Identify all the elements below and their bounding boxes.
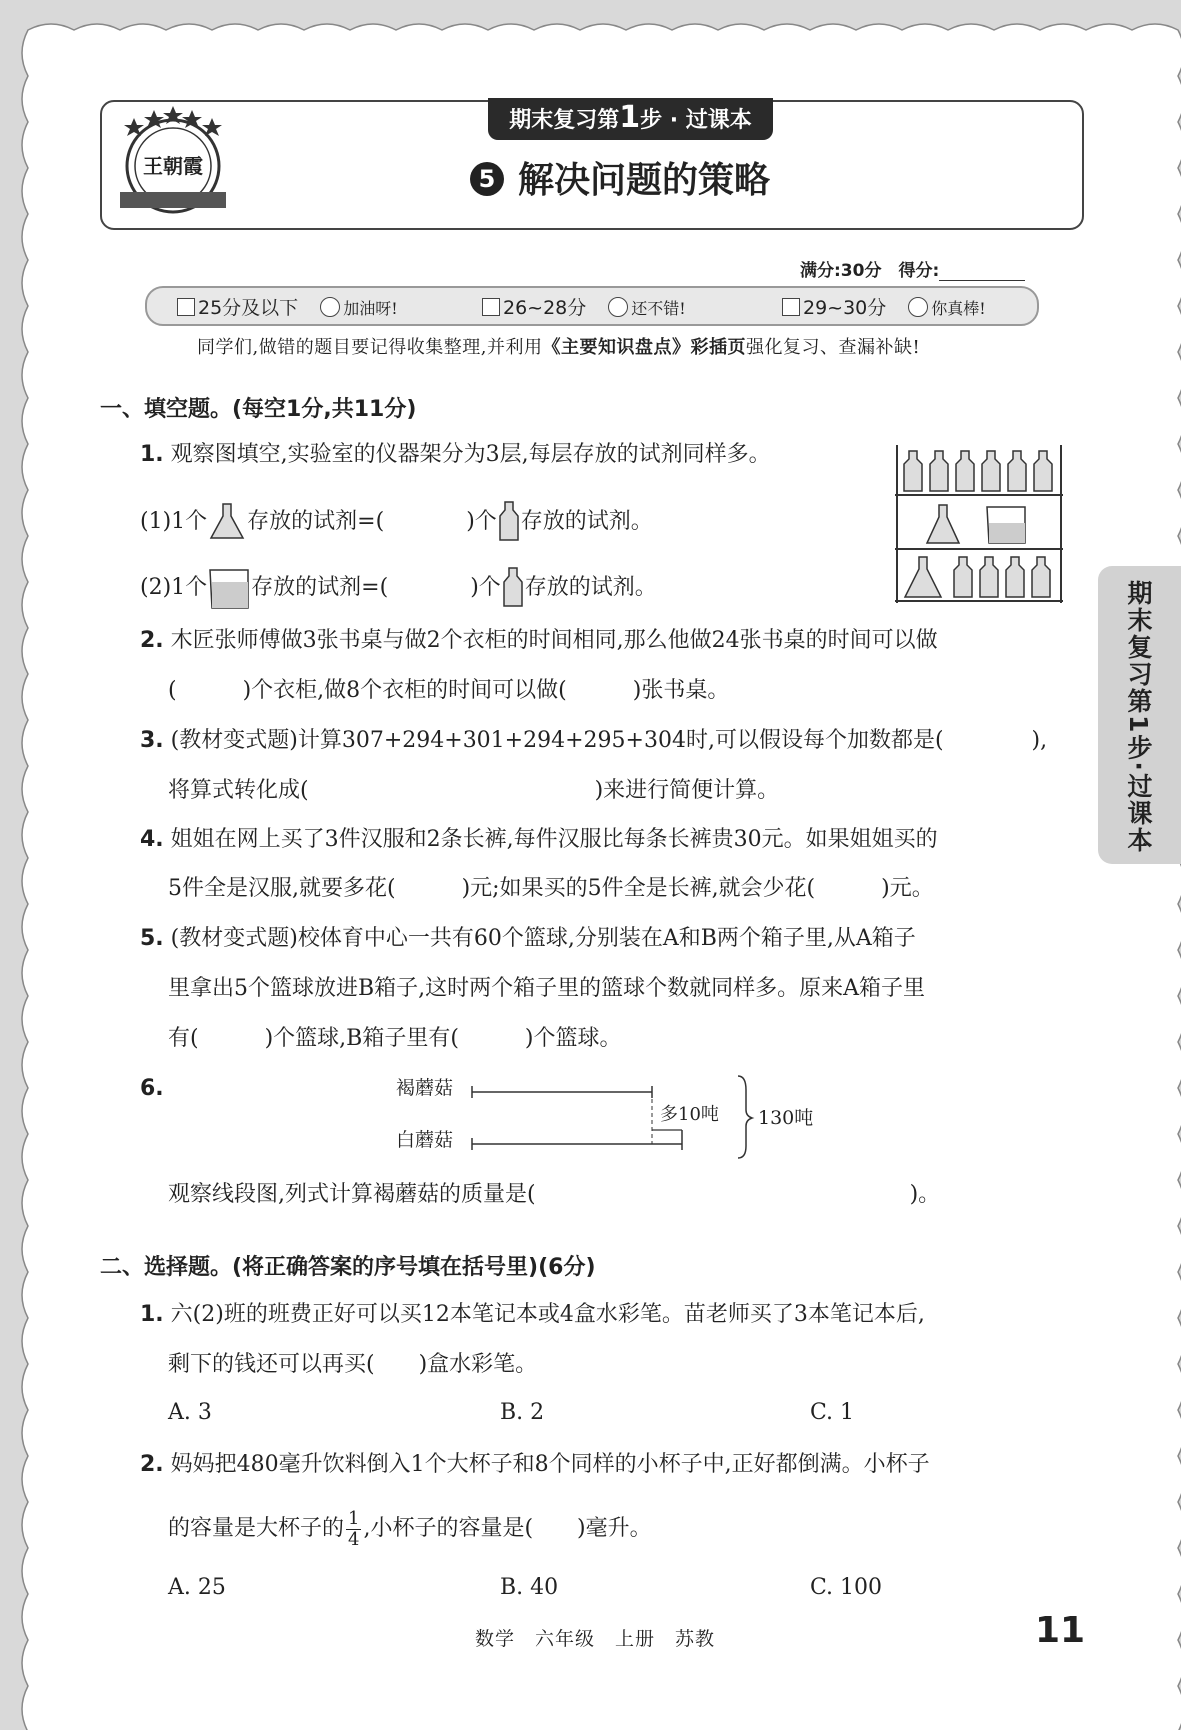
fraction-denominator: 4 [348,1528,360,1550]
score-blank[interactable] [939,262,1025,281]
q1-2-num: 2. [140,628,164,653]
smiley-icon [320,297,340,317]
step-tab [488,98,773,140]
rating-checkbox-1[interactable] [177,298,195,316]
label-white-mushroom: 白蘑菇 [396,1129,454,1151]
q1-5-line2: 里拿出5个篮球放进B箱子,这时两个箱子里的篮球个数就同样多。原来A箱子里 [168,976,926,1001]
q1-5-line3: 有( )个篮球,B箱子里有( )个篮球。 [168,1026,622,1051]
rating-seg-3 [782,293,986,320]
fraction-one-quarter [346,1509,361,1550]
q1-1-sub1 [140,500,653,544]
q1-1-sub2-pre: (2)1个 [140,575,208,600]
q1-3-line2: 将算式转化成( )来进行简便计算。 [168,778,780,803]
step-tab-pre: 期末复习第 [509,108,620,133]
lesson-title-text: 解决问题的策略 [518,160,771,201]
bottle-icon [930,451,948,491]
step-tab-post: 步 · 过课本 [640,108,752,133]
q2-2-text2-post: ,小杯子的容量是( )毫升。 [363,1516,652,1541]
q1-5-line1 [140,924,916,954]
step-tab-num: 1 [619,100,641,135]
rating-cheer-3: 你真棒! [931,299,986,318]
side-chapter-tab [1098,566,1181,864]
rating-label-3: 29~30分 [803,297,887,319]
rating-cheer-1: 加油呀! [343,299,398,318]
q2-2-option-b[interactable]: B. 40 [500,1575,559,1600]
q1-1-sub1-end: 存放的试剂。 [520,509,653,534]
q2-1-line2: 剩下的钱还可以再买( )盒水彩笔。 [168,1352,538,1377]
q1-1-sub2-mid2: )个 [470,575,501,600]
q2-2-line2 [168,1505,652,1553]
q1-2-text1: 木匠张师傅做3张书桌与做2个衣柜的时间相同,那么他做24张书桌的时间可以做 [170,628,938,653]
q2-2-text2-pre: 的容量是大杯子的 [168,1516,345,1541]
svg-text:王朝霞: 王朝霞 [143,154,203,178]
q1-3-num: 3. [140,728,164,753]
footer-book-info: 数学 六年级 上册 苏教 [475,1628,716,1650]
total-brace [738,1076,752,1158]
q2-1-option-c[interactable]: C. 1 [810,1400,855,1425]
side-tab-text: 期末复习第1步·过课本 [1124,580,1153,854]
notice-line [197,333,920,359]
lesson-title [470,152,770,203]
q1-1-sub2 [140,566,657,610]
q2-1-num: 1. [140,1302,164,1327]
rating-cheer-2: 还不错! [631,299,686,318]
q2-1-line1 [140,1300,925,1330]
q1-2-line1 [140,626,938,656]
q1-4-text1: 姐姐在网上买了3件汉服和2条长裤,每件汉服比每条长裤贵30元。如果姐姐买的 [170,827,938,852]
q1-1-sub2-mid: 存放的试剂=( [251,575,389,600]
notice-bold: 《主要知识盘点》彩插页 [542,337,746,358]
q1-1-stem [140,440,771,470]
page-number: 11 [1035,1610,1086,1651]
q1-1-sub1-pre: (1)1个 [140,509,208,534]
q1-2-line2: ( )个衣柜,做8个衣柜的时间可以做( )张书桌。 [168,678,730,703]
rating-label-1: 25分及以下 [198,297,299,319]
q1-5-num: 5. [140,926,164,951]
q2-1-option-b[interactable]: B. 2 [500,1400,545,1425]
q1-6-num-text: 6. [140,1076,164,1101]
fraction-numerator: 1 [348,1507,360,1529]
bottle-icon [1032,557,1050,597]
bottle-icon [497,500,521,544]
notice-post: 强化复习、查漏补缺! [745,337,921,358]
q1-6-text: 观察线段图,列式计算褐蘑菇的质量是( )。 [168,1182,941,1207]
publisher-logo [114,106,232,218]
rating-bar [145,286,1039,326]
rating-seg-2 [482,293,686,320]
bottle-icon [904,451,922,491]
q1-3-line1 [140,726,1047,756]
bottle-icon [1008,451,1026,491]
score-line [800,256,1025,281]
q1-3-text1: (教材变式题)计算307+294+301+294+295+304时,可以假设每个加数都是( ), [170,728,1048,753]
q1-1-text: 观察图填空,实验室的仪器架分为3层,每层存放的试剂同样多。 [170,442,771,467]
score-label: 得分: [898,261,940,281]
q2-2-num: 2. [140,1452,164,1477]
smiley-icon [908,297,928,317]
notice-pre: 同学们,做错的题目要记得收集整理,并利用 [197,337,543,358]
q1-5-text1: (教材变式题)校体育中心一共有60个篮球,分别装在A和B两个箱子里,从A箱子 [170,926,916,951]
q2-1-option-a[interactable]: A. 3 [168,1400,212,1425]
bottle-icon [1034,451,1052,491]
q1-1-sub1-mid: 存放的试剂=( [247,509,385,534]
segment-diagram [390,1070,830,1160]
bottle-icon [980,557,998,597]
bottle-icon [956,451,974,491]
q2-2-option-a[interactable]: A. 25 [168,1575,226,1600]
rating-checkbox-2[interactable] [482,298,500,316]
q1-1-sub2-end: 存放的试剂。 [524,575,657,600]
label-more-10t: 多10吨 [660,1104,719,1125]
q1-1-num: 1. [140,442,164,467]
bottle-icon [954,557,972,597]
label-total-130t: 130吨 [758,1107,814,1129]
q1-4-line1 [140,825,938,855]
q2-2-option-c[interactable]: C. 100 [810,1575,883,1600]
bottle-icon [501,566,525,610]
flask-icon [207,502,247,542]
rating-label-2: 26~28分 [503,297,587,319]
q1-4-num: 4. [140,827,164,852]
beaker-icon [207,566,251,610]
q1-6-num [140,1074,164,1104]
q2-2-text1: 妈妈把480毫升饮料倒入1个大杯子和8个同样的小杯子中,正好都倒满。小杯子 [170,1452,930,1477]
q2-1-text1: 六(2)班的班费正好可以买12本笔记本或4盒水彩笔。苗老师买了3本笔记本后, [170,1302,925,1327]
section-2-title: 二、选择题。(将正确答案的序号填在括号里)(6分) [100,1255,596,1280]
lab-shelf-illustration [895,445,1065,603]
q1-1-sub1-mid2: )个 [466,509,497,534]
q2-2-line1 [140,1450,930,1480]
rating-checkbox-3[interactable] [782,298,800,316]
smiley-icon [608,297,628,317]
lesson-number-badge: 5 [470,162,504,196]
bottle-icon [982,451,1000,491]
q1-4-line2: 5件全是汉服,就要多花( )元;如果买的5件全是长裤,就会少花( )元。 [168,876,934,901]
rating-seg-1 [177,293,398,320]
full-score: 满分:30分 [800,261,882,281]
section-1-title: 一、填空题。(每空1分,共11分) [100,397,417,422]
bottle-icon [1006,557,1024,597]
label-brown-mushroom: 褐蘑菇 [396,1077,454,1099]
